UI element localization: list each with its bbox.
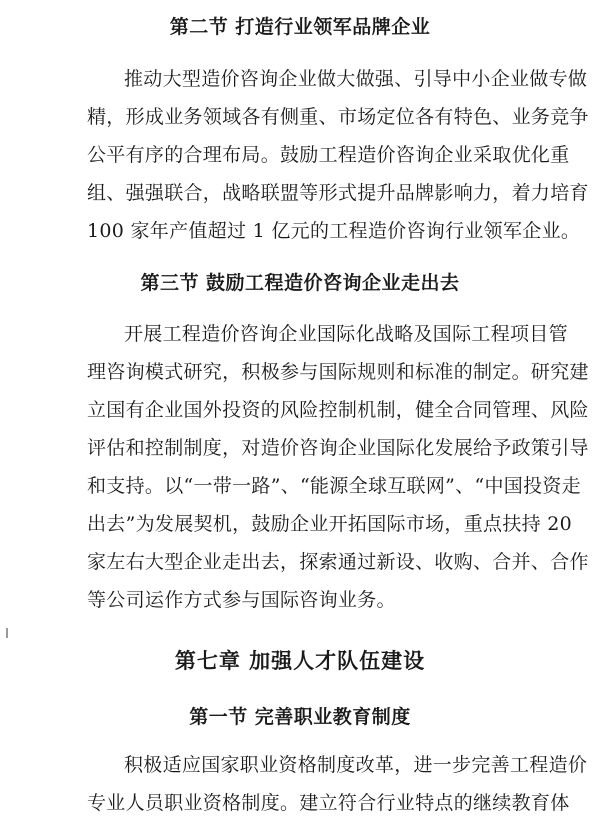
- paragraph-line: 立国有企业国外投资的风险控制机制，健全合同管理、风险: [87, 399, 589, 421]
- paragraph-line: 评估和控制制度，对造价咨询企业国际化发展给予政策引导: [87, 437, 589, 459]
- chapter-heading: 第七章 加强人才队伍建设: [174, 649, 426, 673]
- paragraph-line: 100 家年产值超过 1 亿元的工程造价咨询行业领军企业。: [87, 220, 581, 242]
- paragraph-line: 理咨询模式研究，积极参与国际规则和标准的制定。研究建: [87, 361, 589, 383]
- paragraph-line: 家左右大型企业走出去，探索通过新设、收购、合并、合作: [87, 551, 589, 573]
- paragraph-line: 组、强强联合，战略联盟等形式提升品牌影响力，着力培育: [87, 182, 589, 204]
- paragraph-line: 等公司运作方式参与国际咨询业务。: [87, 589, 396, 611]
- section-heading: 第二节 打造行业领军品牌企业: [169, 16, 431, 38]
- scan-margin-mark: [6, 628, 8, 638]
- paragraph-line: 精，形成业务领域各有侧重、市场定位各有特色、业务竞争: [87, 106, 589, 128]
- paragraph-line: 和支持。以“一带一路”、“能源全球互联网”、“中国投资走: [87, 475, 581, 497]
- paragraph-line: 开展工程造价咨询企业国际化战略及国际工程项目管: [124, 323, 568, 345]
- paragraph-line: 专业人员职业资格制度。建立符合行业特点的继续教育体: [87, 792, 570, 814]
- paragraph-line: 公平有序的合理布局。鼓励工程造价咨询企业采取优化重: [87, 144, 570, 166]
- paragraph-line: 积极适应国家职业资格制度改革，进一步完善工程造价: [124, 754, 588, 776]
- section-heading: 第三节 鼓励工程造价咨询企业走出去: [140, 272, 460, 294]
- paragraph-line: 出去”为发展契机，鼓励企业开拓国际市场，重点扶持 20: [87, 513, 573, 535]
- paragraph-line: 推动大型造价咨询企业做大做强、引导中小企业做专做: [124, 68, 588, 90]
- section-heading: 第一节 完善职业教育制度: [189, 706, 411, 728]
